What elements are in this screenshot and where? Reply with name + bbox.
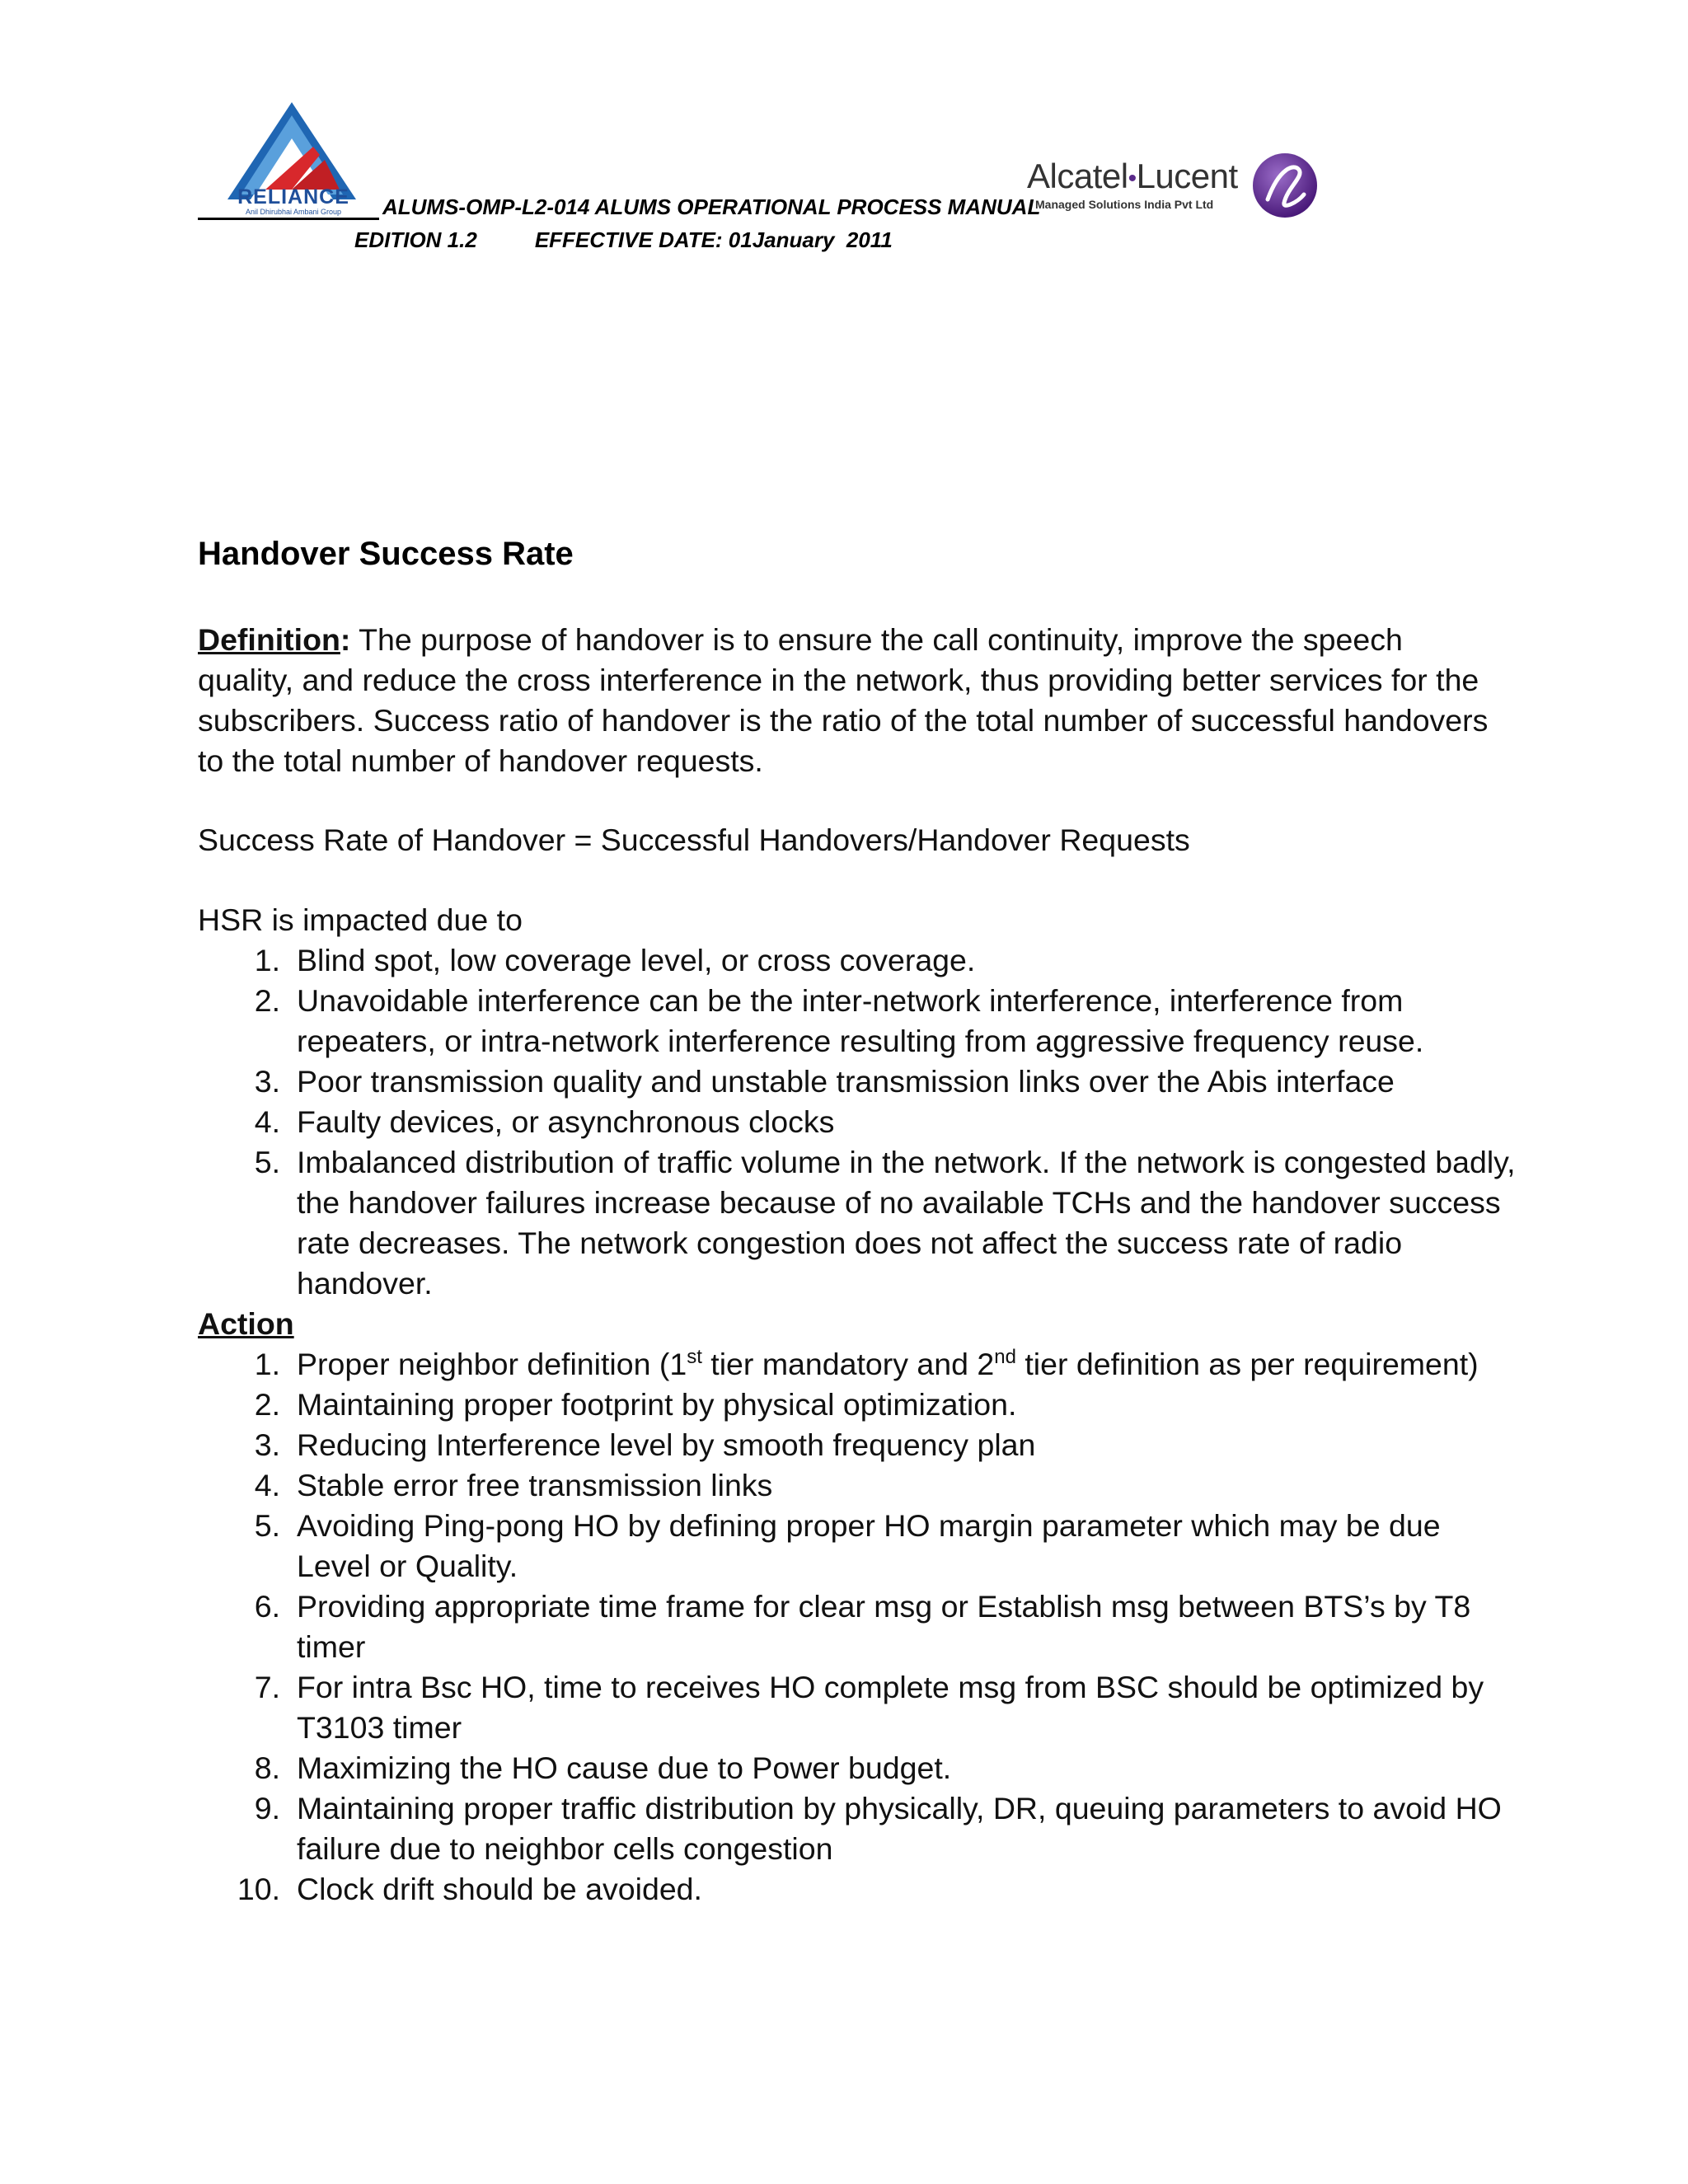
alcatel-name-right: Lucent (1136, 157, 1238, 195)
definition-colon: : (340, 622, 351, 657)
formula-text: Success Rate of Handover = Successful Handovers/Handover Requests (198, 823, 1190, 857)
list-item (198, 1062, 1517, 1102)
list-item (198, 981, 1517, 1062)
list-number: 4. (254, 1104, 280, 1139)
list-item (198, 1142, 1517, 1304)
list-number: 5. (254, 1145, 280, 1179)
list-item (198, 1385, 1517, 1425)
list-number: 1. (254, 943, 280, 977)
action-title: Action (198, 1306, 294, 1341)
alcatel-subtitle: Managed Solutions India Pvt Ltd (1035, 198, 1214, 211)
list-number: 1. (254, 1347, 280, 1381)
list-item (198, 1344, 1517, 1385)
edition: EDITION 1.2 (354, 227, 477, 252)
list-number: 10. (237, 1872, 280, 1906)
list-text: Maintaining proper traffic distribution by physically, DR, queuing parameters to avoid HO failure due to neighbor cells congestion (297, 1791, 1502, 1866)
hsr-intro: HSR is impacted due to (198, 902, 523, 937)
list-text: Proper neighbor definition (1 (297, 1347, 687, 1381)
hsr-list (198, 940, 1517, 1304)
list-number: 7. (254, 1670, 280, 1704)
section-title: Handover Success Rate (198, 536, 574, 572)
list-number: 8. (254, 1750, 280, 1785)
list-number: 6. (254, 1589, 280, 1624)
header-rule (198, 218, 379, 220)
list-number: 5. (254, 1508, 280, 1543)
list-text: Reducing Interference level by smooth frequency plan (297, 1427, 1036, 1462)
list-item (198, 1465, 1517, 1506)
list-text: tier mandatory and 2 (701, 1347, 995, 1381)
list-item (198, 1425, 1517, 1465)
action-list (198, 1344, 1517, 1910)
superscript: st (687, 1346, 702, 1368)
list-item (198, 940, 1517, 981)
list-item (198, 1667, 1517, 1748)
doc-title: ALUMS-OMP-L2-014 ALUMS OPERATIONAL PROCESS MANUAL (382, 194, 1041, 219)
list-number: 4. (254, 1468, 280, 1502)
list-text: For intra Bsc HO, time to receives HO complete msg from BSC should be optimized by T3103 timer (297, 1670, 1484, 1745)
list-text: Maximizing the HO cause due to Power budget. (297, 1750, 952, 1785)
reliance-logo-text: RELIANCE (237, 185, 349, 209)
list-item (198, 1788, 1517, 1869)
alcatel-lucent-logo-icon (1251, 152, 1319, 219)
alcatel-name-left: Alcatel (1027, 157, 1128, 195)
list-number: 9. (254, 1791, 280, 1825)
list-text: Faulty devices, or asynchronous clocks (297, 1104, 835, 1139)
list-text: Unavoidable interference can be the inter-network interference, interference from repeaters, or intra-network interference resulting from aggressive frequency reuse. (297, 983, 1424, 1058)
list-text: Avoiding Ping-pong HO by defining proper HO margin parameter which may be due Level or Quality. (297, 1508, 1441, 1583)
superscript: nd (994, 1346, 1016, 1368)
list-text: tier definition as per requirement) (1015, 1347, 1479, 1381)
list-number: 2. (254, 983, 280, 1018)
list-item (198, 1102, 1517, 1142)
edition-line (354, 227, 893, 253)
list-text: Maintaining proper footprint by physical optimization. (297, 1387, 1017, 1422)
alcatel-lucent-name (1027, 157, 1238, 196)
list-number: 3. (254, 1427, 280, 1462)
effective-date: EFFECTIVE DATE: 01January 2011 (534, 227, 893, 252)
list-text: Imbalanced distribution of traffic volume in the network. If the network is congested badly, the handover failures increase because of no available TCHs and the handover success rate decreases. The network congestion does not affect the success rate of radio handover. (297, 1145, 1516, 1301)
definition-paragraph (198, 620, 1500, 781)
list-item (198, 1506, 1517, 1586)
definition-text: The purpose of handover is to ensure the call continuity, improve the speech quality, and reduce the cross interference in the network, thus providing better services for the subscribers. Success ratio of handover is the ratio of the total number of successful handovers to the total number of handover requests. (198, 622, 1489, 778)
alcatel-dot-icon: • (1128, 164, 1137, 192)
list-text: Stable error free transmission links (297, 1468, 773, 1502)
list-item (198, 1748, 1517, 1788)
list-text: Clock drift should be avoided. (297, 1872, 702, 1906)
list-text: Poor transmission quality and unstable transmission links over the Abis interface (297, 1064, 1395, 1099)
list-text: Providing appropriate time frame for clear msg or Establish msg between BTS’s by T8 timer (297, 1589, 1471, 1664)
list-item (198, 1586, 1517, 1667)
document-header (0, 0, 1688, 272)
reliance-tagline: Anil Dhirubhai Ambani Group (245, 208, 342, 216)
list-item (198, 1869, 1517, 1910)
list-number: 3. (254, 1064, 280, 1099)
list-number: 2. (254, 1387, 280, 1422)
definition-label: Definition (198, 622, 340, 657)
list-text: Blind spot, low coverage level, or cross coverage. (297, 943, 976, 977)
